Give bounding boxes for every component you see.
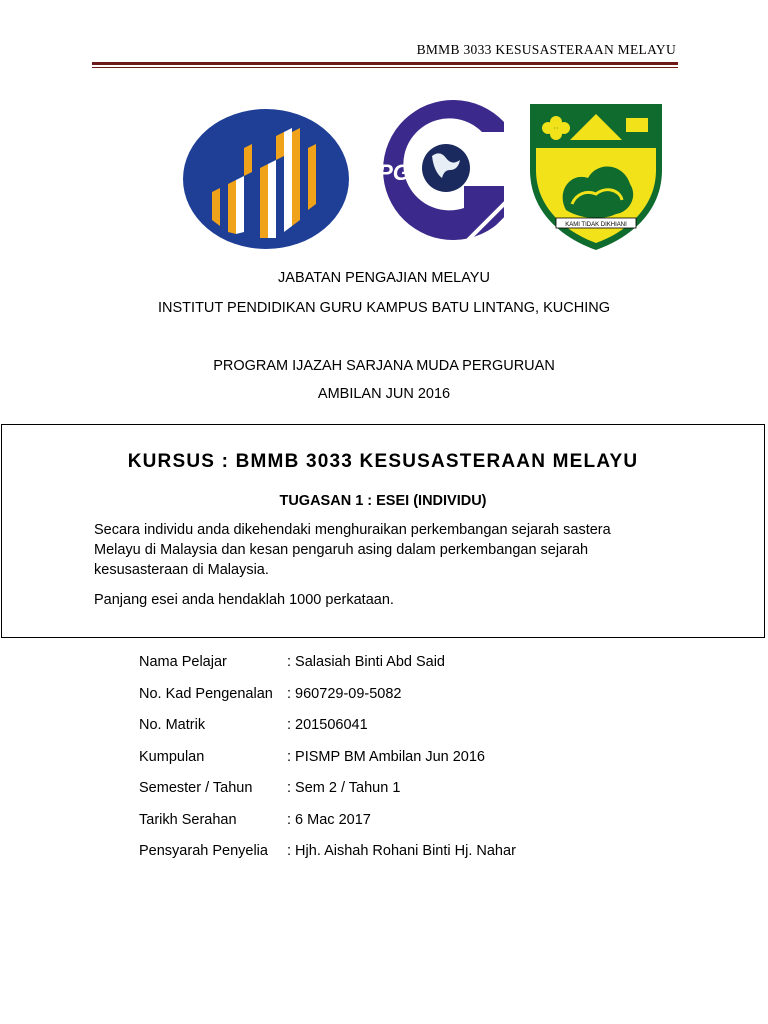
essay-length: Panjang esei anda hendaklah 1000 perkataan. [94,592,394,608]
institute-name: INSTITUT PENDIDIKAN GURU KAMPUS BATU LINTANG, KUCHING [158,300,610,316]
header-rule-thin [92,67,678,68]
info-value: : 6 Mac 2017 [287,811,371,828]
info-label: Pensyarah Penyelia [139,843,268,859]
instruction-line: Melayu di Malaysia dan kesan pengaruh asing dalam perkembangan sejarah [94,542,589,558]
course-box [1,424,765,638]
department-name: JABATAN PENGAJIAN MELAYU [278,270,490,286]
info-label: No. Kad Pengenalan [139,685,273,702]
crest-motto: KAMI TIDAK DIKHIANI [565,222,627,228]
info-label: Semester / Tahun [139,780,253,796]
info-value: : Sem 2 / Tahun 1 [287,780,401,796]
header-rule-thick [92,62,678,65]
instruction-line: Secara individu anda dikehendaki menghuraikan perkembangan sejarah sastera [94,522,611,538]
program-name: PROGRAM IJAZAH SARJANA MUDA PERGURUAN [213,358,555,374]
info-value: : 960729-09-5082 [287,685,402,702]
intake-name: AMBILAN JUN 2016 [317,386,451,402]
info-label: Kumpulan [139,748,205,765]
ipg-logo-text: iPG [372,160,410,185]
campus-crest-logo [526,100,666,252]
document-header-title: BMMB 3033 KESUSASTERAAN MELAYU [416,42,676,57]
ministry-logo [182,108,350,250]
info-value: : 201506041 [287,717,368,733]
info-value: : Salasiah Binti Abd Said [287,654,445,670]
ipg-logo [364,90,516,250]
info-label: No. Matrik [139,717,206,733]
instruction-line: kesusasteraan di Malaysia. [94,562,269,578]
info-value: : PISMP BM Ambilan Jun 2016 [287,748,486,765]
course-title: KURSUS : BMMB 3033 KESUSASTERAAN MELAYU [127,451,639,472]
instructions [94,520,664,580]
task-title: TUGASAN 1 : ESEI (INDIVIDU) [279,493,487,509]
info-value: : Hjh. Aishah Rohani Binti Hj. Nahar [287,843,516,859]
info-label: Tarikh Serahan [139,811,237,828]
info-label: Nama Pelajar [139,654,227,670]
